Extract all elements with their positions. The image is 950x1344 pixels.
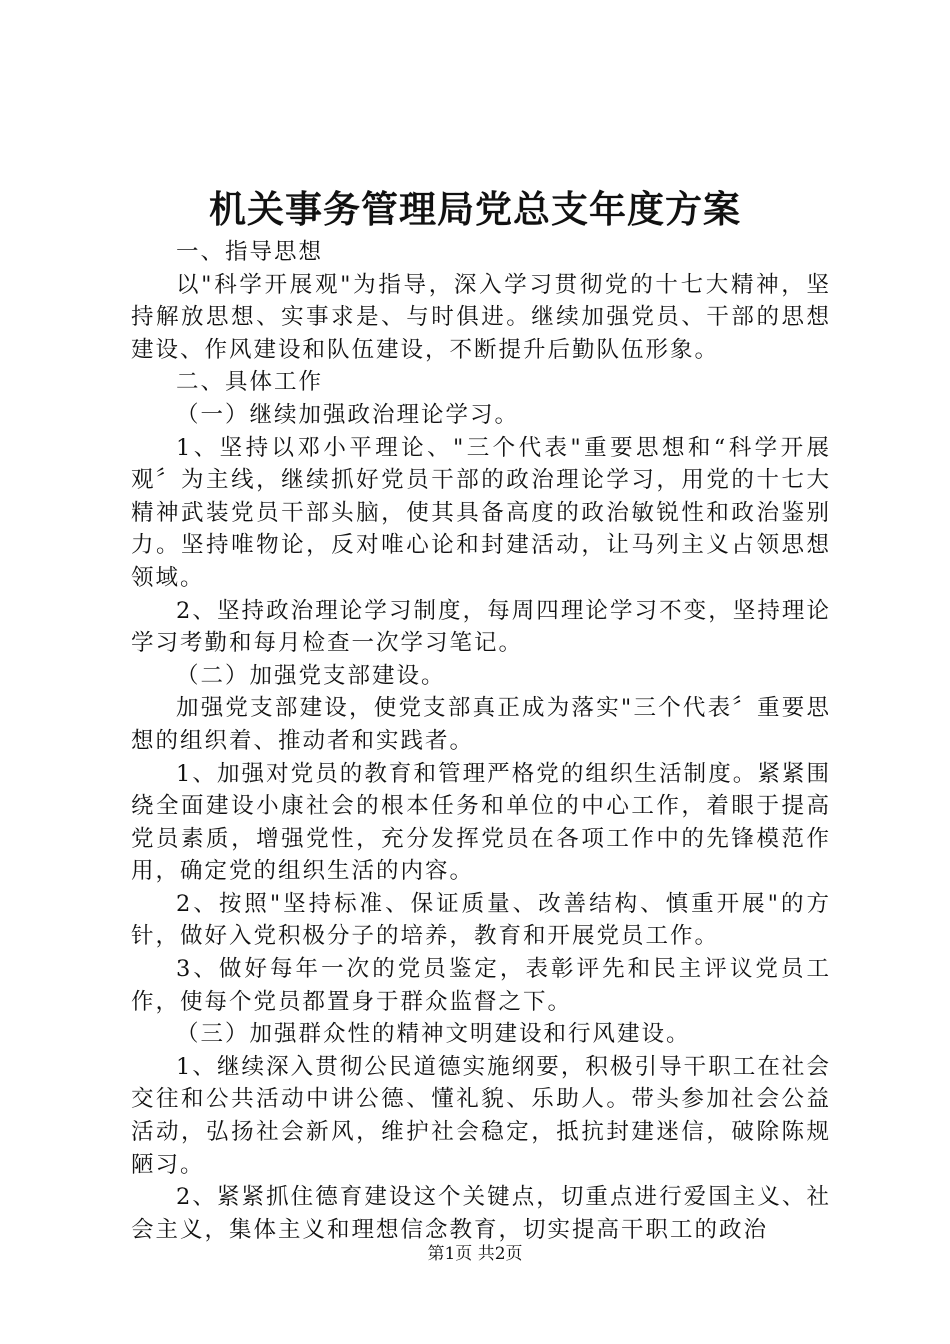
paragraph: 2、按照"坚持标准、保证质量、改善结构、慎重开展"的方针，做好入党积极分子的培养，教育和开展党员工作。 <box>131 890 831 950</box>
document-body <box>131 236 831 1246</box>
document-title: 机关事务管理局党总支年度方案 <box>209 187 741 231</box>
subsection-heading: （一）继续加强政治理论学习。 <box>176 401 520 428</box>
section-heading: 一、指导思想 <box>176 239 324 265</box>
paragraph: 以"科学开展观"为指导，深入学习贯彻党的十七大精神，坚持解放思想、实事求是、与时俱进。继续加强党员、干部的思想建设、作风建设和队伍建设，不断提升后勤队伍形象。 <box>131 271 831 363</box>
paragraph: 加强党支部建设，使党支部真正成为落实"三个代表〞重要思想的组织着、推动者和实践者。 <box>131 695 831 754</box>
section-heading: 二、具体工作 <box>176 369 324 396</box>
paragraph: 1、加强对党员的教育和管理严格党的组织生活制度。紧紧围绕全面建设小康社会的根本任务和单位的中心工作，着眼于提高党员素质，增强党性，充分发挥党员在各项工作中的先锋模范作用，确定党的组织生活的内容。 <box>131 760 831 885</box>
paragraph: 3、做好每年一次的党员鉴定，表彰评先和民主评议党员工作，使每个党员都置身于群众监督之下。 <box>131 956 831 1015</box>
paragraph: 1、继续深入贯彻公民道德实施纲要，积极引导干职工在社会交往和公共活动中讲公德、懂礼貌、乐助人。带头参加社会公益活动，弘扬社会新风，维护社会稳定，抵抗封建迷信，破除陈规陋习。 <box>131 1053 831 1178</box>
subsection-heading: （二）加强党支部建设。 <box>176 662 446 689</box>
paragraph: 2、紧紧抓住德育建设这个关键点，切重点进行爱国主义、社会主义，集体主义和理想信念教育，切实提高干职工的政治 <box>131 1184 831 1243</box>
page-number: 第1页 共2页 <box>427 1244 523 1264</box>
paragraph: 1、坚持以邓小平理论、"三个代表"重要思想和“科学开展观〞为主线，继续抓好党员干部的政治理论学习，用党的十七大精神武装党员干部头脑，使其具备高度的政治敏锐性和政治鉴别力。坚持唯物论，反对唯心论和封建活动，让马列主义占领思想领域。 <box>131 434 831 591</box>
subsection-heading: （三）加强群众性的精神文明建设和行风建设。 <box>176 1021 691 1048</box>
paragraph: 2、坚持政治理论学习制度，每周四理论学习不变，坚持理论学习考勤和每月检查一次学习笔记。 <box>131 597 831 657</box>
